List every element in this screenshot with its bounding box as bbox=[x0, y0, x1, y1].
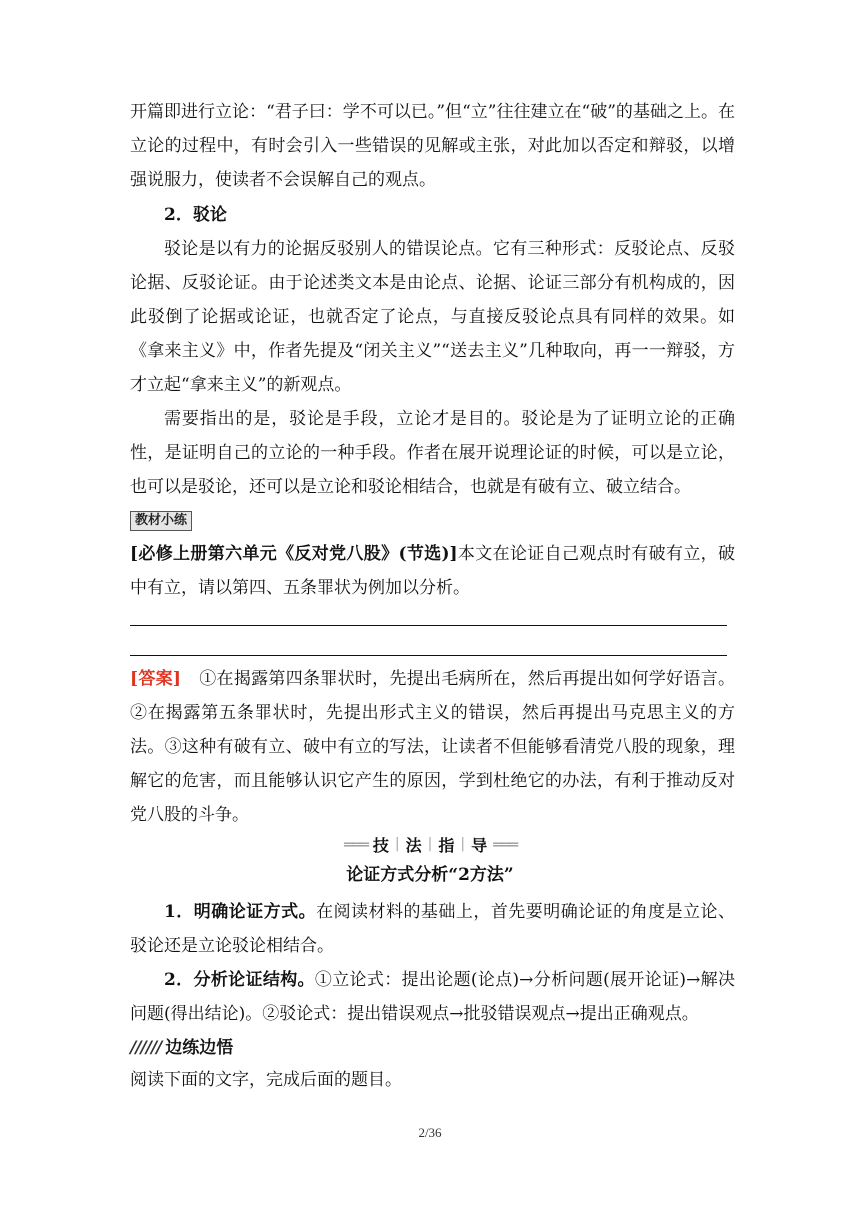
answer-line-2 bbox=[130, 655, 727, 656]
page-number: 2/36 bbox=[418, 1125, 442, 1140]
banner-char-4: 导 bbox=[471, 835, 488, 855]
banner-char-3: 指 bbox=[438, 835, 455, 855]
answer-label: [答案] bbox=[130, 669, 181, 689]
answer-line-1 bbox=[130, 625, 727, 626]
practice-instruction: 阅读下面的文字，完成后面的题目。 bbox=[130, 1070, 402, 1090]
answer-text: ①在揭露第四条罪状时，先提出毛病所在，然后再提出如何学好语言。②在揭露第五条罪状时，先提出形式主义的错误，然后再提出马克思主义的方法。③这种有破有立、破中有立的写法，让读者不但能够看清党八股的现象，理解它的危害，而且能够认识它产生的原因，学到杜绝它的办法，有利于推动反对党八股的斗争。 bbox=[130, 669, 735, 825]
method-item-1 bbox=[130, 895, 735, 963]
banner-left-decoration: ═══ bbox=[343, 834, 367, 854]
method-item-2-heading: 2．分析论证结构。 bbox=[164, 970, 315, 990]
exercise-question bbox=[130, 537, 735, 605]
method-banner: ═══ 技 | 法 | 指 | 导 ═══ bbox=[343, 834, 517, 855]
exercise-question-text: 本文在论证自己观点时有破有立，破中有立，请以第四、五条罪状为例加以分析。 bbox=[130, 544, 735, 598]
exercise-source: [必修上册第六单元《反对党八股》(节选)] bbox=[130, 544, 458, 564]
practice-marker: ////// bbox=[130, 1038, 162, 1058]
practice-heading-text: 边练边悟 bbox=[165, 1038, 234, 1058]
method-item-1-heading: 1．明确论证方式。 bbox=[164, 902, 317, 922]
method-item-2 bbox=[130, 963, 735, 1031]
answer-paragraph bbox=[130, 662, 735, 832]
method-item-1-text: 在阅读材料的基础上，首先要明确论证的角度是立论、驳论还是立论驳论相结合。 bbox=[130, 902, 735, 956]
method-item-2-text: ①立论式：提出论题(论点)→分析问题(展开论证)→解决问题(得出结论)。②驳论式：提出错误观点→批驳错误观点→提出正确观点。 bbox=[130, 970, 735, 1024]
exercise-tag-row bbox=[130, 507, 735, 531]
banner-char-2: 法 bbox=[405, 835, 422, 855]
method-title: 论证方式分析“2方法” bbox=[346, 865, 514, 885]
exercise-tag: 教材小练 bbox=[130, 511, 192, 531]
practice-heading bbox=[130, 1031, 735, 1065]
intro-paragraph: 开篇即进行立论：“君子曰：学不可以已。”但“立”往往建立在“破”的基础之上。在立论的过程中，有时会引入一些错误的见解或主张，对此加以否定和辩驳，以增强说服力，使读者不会误解自己的观点。 bbox=[130, 102, 735, 190]
bolun-paragraph-1: 驳论是以有力的论据反驳别人的错误论点。它有三种形式：反驳论点、反驳论据、反驳论证。由于论述类文本是由论点、论据、论证三部分有机构成的，因此驳倒了论据或论证，也就否定了论点，与直接反驳论点具有同样的效果。如《拿来主义》中，作者先提及“闭关主义”“送去主义”几种取向，再一一辩驳，方才立起“拿来主义”的新观点。 bbox=[130, 239, 735, 395]
banner-char-1: 技 bbox=[372, 835, 389, 855]
banner-right-decoration: ═══ bbox=[493, 834, 517, 854]
section-heading-bolun: 2．驳论 bbox=[164, 205, 227, 225]
bolun-paragraph-2: 需要指出的是，驳论是手段，立论才是目的。驳论是为了证明立论的正确性，是证明自己的立论的一种手段。作者在展开说理论证的时候，可以是立论，也可以是驳论，还可以是立论和驳论相结合，也就是有破有立、破立结合。 bbox=[130, 409, 735, 497]
